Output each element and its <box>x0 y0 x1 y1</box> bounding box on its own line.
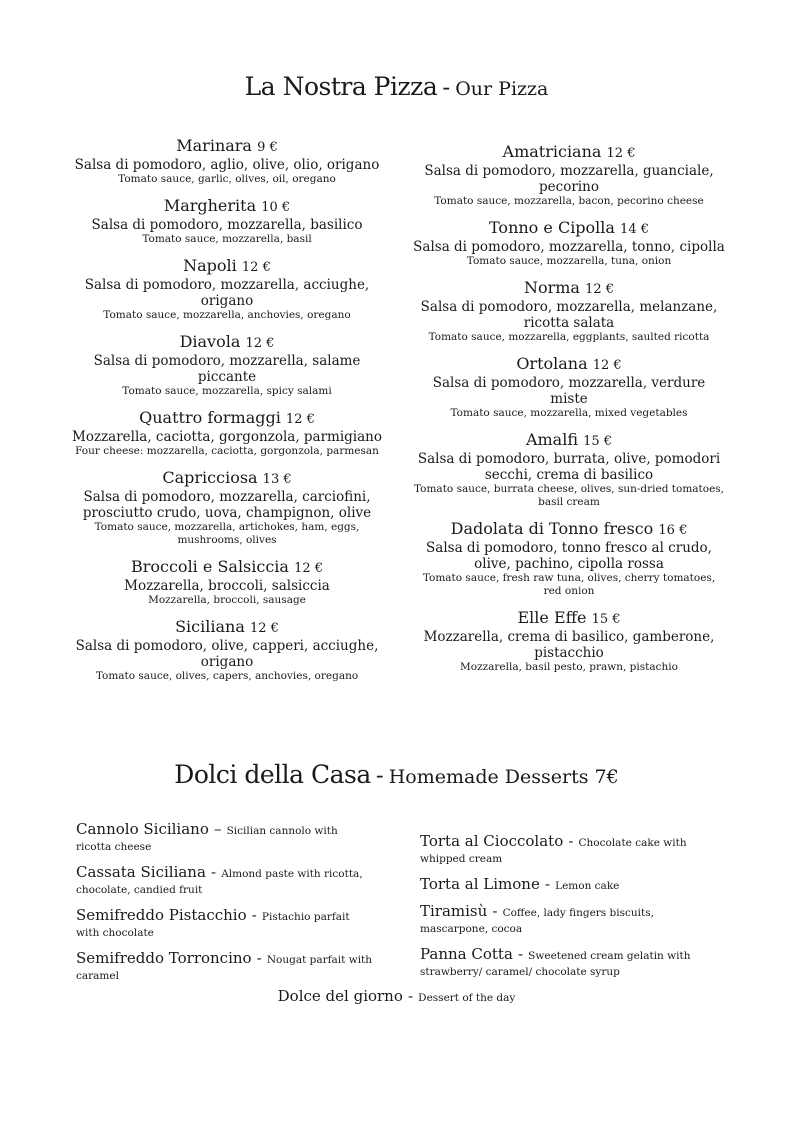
pizza-price: 12 € <box>606 146 636 161</box>
pizza-name: Norma <box>523 278 580 297</box>
pizza-ingredients-it: Salsa di pomodoro, aglio, olive, olio, origano <box>74 157 380 173</box>
dessert-name: Cannolo Siciliano <box>76 820 209 838</box>
pizza-ingredients-it: Salsa di pomodoro, mozzarella, guanciale, pecorino <box>424 163 714 195</box>
pizza-ingredients-it: Mozzarella, crema di basilico, gamberone, pistacchio <box>423 629 715 661</box>
pizza-name: Capricciosa <box>162 468 258 487</box>
dessert-name: Semifreddo Pistacchio <box>76 906 247 924</box>
pizza-ingredients-en: Tomato sauce, garlic, olives, oil, oregano <box>118 173 336 185</box>
dessert-item-cannolo <box>76 822 376 854</box>
dessert-description: Sweetened cream gelatin with strawberry/ caramel/ chocolate syrup <box>420 950 691 978</box>
pizza-price: 12 € <box>585 282 615 297</box>
pizza-column-right <box>413 142 725 684</box>
dessert-item-semifreddo-torroncino <box>76 951 376 983</box>
dessert-dash: - <box>407 987 414 1005</box>
pizza-ingredients-en: Four cheese: mozzarella, caciotta, gorgonzola, parmesan <box>75 445 379 457</box>
pizza-title-separator: - <box>442 75 451 101</box>
dessert-name: Cassata Siciliana <box>76 863 206 881</box>
pizza-name: Broccoli e Salsiccia <box>130 557 289 576</box>
pizza-price: 10 € <box>261 200 291 215</box>
pizza-name: Tonno e Cipolla <box>489 218 615 237</box>
pizza-ingredients-it: Salsa di pomodoro, mozzarella, salame piccante <box>93 353 361 385</box>
pizza-name: Diavola <box>179 332 241 351</box>
pizza-item-broccoli-salsiccia <box>72 557 382 607</box>
pizza-name: Napoli <box>183 256 237 275</box>
dessert-column-left <box>76 822 376 994</box>
pizza-ingredients-it: Mozzarella, caciotta, gorgonzola, parmigiano <box>72 429 382 445</box>
pizza-price: 12 € <box>245 336 275 351</box>
pizza-ingredients-en: Tomato sauce, mozzarella, tuna, onion <box>466 255 672 267</box>
dessert-name: Torta al Cioccolato <box>420 832 564 850</box>
dessert-dash: - <box>251 906 257 924</box>
pizza-price: 16 € <box>658 523 688 538</box>
pizza-price: 12 € <box>592 358 622 373</box>
pizza-ingredients-it: Salsa di pomodoro, mozzarella, carciofini, prosciutto crudo, uova, champignon, olive <box>82 489 372 521</box>
dessert-description: Lemon cake <box>555 880 620 892</box>
dessert-dash: - <box>211 863 217 881</box>
pizza-price: 15 € <box>583 434 613 449</box>
dessert-name: Torta al Limone <box>420 875 540 893</box>
dessert-item-cassata <box>76 865 376 897</box>
pizza-ingredients-it: Salsa di pomodoro, mozzarella, verdure miste <box>432 375 706 407</box>
pizza-ingredients-it: Salsa di pomodoro, mozzarella, basilico <box>91 217 363 233</box>
pizza-price: 12 € <box>249 621 279 636</box>
pizza-item-quattro-formaggi <box>72 408 382 458</box>
pizza-name: Siciliana <box>175 617 245 636</box>
dessert-dash: - <box>256 949 262 967</box>
dessert-dash: - <box>544 875 551 893</box>
dessert-dash: - <box>492 902 498 920</box>
dessert-dash: – <box>213 820 222 838</box>
pizza-item-amatriciana <box>413 142 725 208</box>
pizza-item-siciliana <box>72 617 382 683</box>
pizza-item-ortolana <box>413 354 725 420</box>
pizza-ingredients-it: Salsa di pomodoro, olive, capperi, acciughe, origano <box>75 638 379 670</box>
dessert-item-panna-cotta <box>420 947 720 979</box>
pizza-title-subtitle: Our Pizza <box>455 78 549 100</box>
dessert-name: Panna Cotta <box>420 945 513 963</box>
dessert-title-subtitle: Homemade Desserts 7€ <box>388 766 619 788</box>
pizza-ingredients-en: Tomato sauce, fresh raw tuna, olives, cherry tomatoes, red onion <box>422 572 716 597</box>
pizza-item-tonno-cipolla <box>413 218 725 268</box>
dessert-item-dolce-del-giorno <box>0 988 793 1006</box>
pizza-item-margherita <box>72 196 382 246</box>
dessert-title-main: Dolci della Casa <box>174 760 371 789</box>
pizza-name: Ortolana <box>516 354 588 373</box>
pizza-item-norma <box>413 278 725 344</box>
pizza-item-dadolata-tonno <box>413 519 725 598</box>
pizza-price: 15 € <box>591 612 621 627</box>
pizza-price: 13 € <box>262 472 292 487</box>
dessert-section-title <box>0 760 793 789</box>
pizza-item-marinara <box>72 136 382 186</box>
pizza-price: 14 € <box>620 222 649 237</box>
dessert-title-separator: - <box>375 763 384 789</box>
dessert-item-tiramisu <box>420 904 720 936</box>
pizza-name: Elle Effe <box>517 608 587 627</box>
pizza-ingredients-it: Salsa di pomodoro, mozzarella, tonno, cipolla <box>413 239 725 255</box>
dessert-description: Sicilian cannolo with ricotta cheese <box>76 825 338 853</box>
pizza-ingredients-en: Tomato sauce, mozzarella, anchovies, oregano <box>103 309 351 321</box>
dessert-name: Semifreddo Torroncino <box>76 949 252 967</box>
pizza-ingredients-it: Salsa di pomodoro, mozzarella, acciughe, origano <box>84 277 370 309</box>
pizza-ingredients-en: Tomato sauce, mozzarella, artichokes, ham, eggs, mushrooms, olives <box>94 521 360 546</box>
pizza-ingredients-en: Tomato sauce, mozzarella, basil <box>142 233 312 245</box>
dessert-name: Tiramisù <box>420 902 488 920</box>
pizza-section-title <box>0 72 793 101</box>
pizza-item-amalfi <box>413 430 725 509</box>
pizza-price: 12 € <box>294 561 324 576</box>
pizza-ingredients-en: Mozzarella, broccoli, sausage <box>148 594 306 606</box>
pizza-ingredients-en: Tomato sauce, mozzarella, spicy salami <box>122 385 332 397</box>
dessert-description: Almond paste with ricotta, chocolate, candied fruit <box>76 868 363 896</box>
pizza-ingredients-it: Salsa di pomodoro, tonno fresco al crudo, olive, pachino, cipolla rossa <box>426 540 712 572</box>
pizza-ingredients-en: Mozzarella, basil pesto, prawn, pistachio <box>460 661 678 673</box>
dessert-item-semifreddo-pistacchio <box>76 908 376 940</box>
pizza-item-napoli <box>72 256 382 322</box>
dessert-description: Coffee, lady fingers biscuits, mascarpone, cocoa <box>420 907 654 935</box>
pizza-price: 12 € <box>285 412 315 427</box>
dessert-item-torta-limone <box>420 877 720 893</box>
pizza-ingredients-it: Mozzarella, broccoli, salsiccia <box>124 578 330 594</box>
pizza-ingredients-en: Tomato sauce, mozzarella, eggplants, saulted ricotta <box>428 331 710 343</box>
dessert-description: Dessert of the day <box>418 992 516 1004</box>
pizza-ingredients-en: Tomato sauce, mozzarella, mixed vegetables <box>450 407 688 419</box>
pizza-ingredients-it: Salsa di pomodoro, burrata, olive, pomodori secchi, crema di basilico <box>417 451 721 483</box>
dessert-column-right <box>420 834 720 990</box>
dessert-description: Nougat parfait with caramel <box>76 954 373 982</box>
dessert-description: Pistachio parfait with chocolate <box>76 911 350 939</box>
dessert-item-torta-cioccolato <box>420 834 720 866</box>
pizza-name: Marinara <box>176 136 252 155</box>
pizza-price: 12 € <box>241 260 271 275</box>
pizza-ingredients-en: Tomato sauce, mozzarella, bacon, pecorino cheese <box>434 195 704 207</box>
pizza-column-left <box>72 136 382 693</box>
pizza-name: Dadolata di Tonno fresco <box>450 519 654 538</box>
pizza-name: Amatriciana <box>502 142 602 161</box>
pizza-name: Margherita <box>163 196 257 215</box>
pizza-price: 9 € <box>257 140 278 155</box>
pizza-ingredients-en: Tomato sauce, olives, capers, anchovies, oregano <box>95 670 359 682</box>
pizza-ingredients-en: Tomato sauce, burrata cheese, olives, sun-dried tomatoes, basil cream <box>413 483 725 508</box>
pizza-item-capricciosa <box>72 468 382 547</box>
pizza-ingredients-it: Salsa di pomodoro, mozzarella, melanzane, ricotta salata <box>420 299 718 331</box>
dessert-name: Dolce del giorno <box>277 987 403 1005</box>
dessert-dash: - <box>568 832 574 850</box>
dessert-dash: - <box>518 945 524 963</box>
pizza-item-elle-effe <box>413 608 725 674</box>
pizza-title-main: La Nostra Pizza <box>244 72 438 101</box>
dessert-description: Chocolate cake with whipped cream <box>420 837 687 865</box>
pizza-name: Amalfi <box>525 430 578 449</box>
pizza-item-diavola <box>72 332 382 398</box>
pizza-name: Quattro formaggi <box>139 408 281 427</box>
